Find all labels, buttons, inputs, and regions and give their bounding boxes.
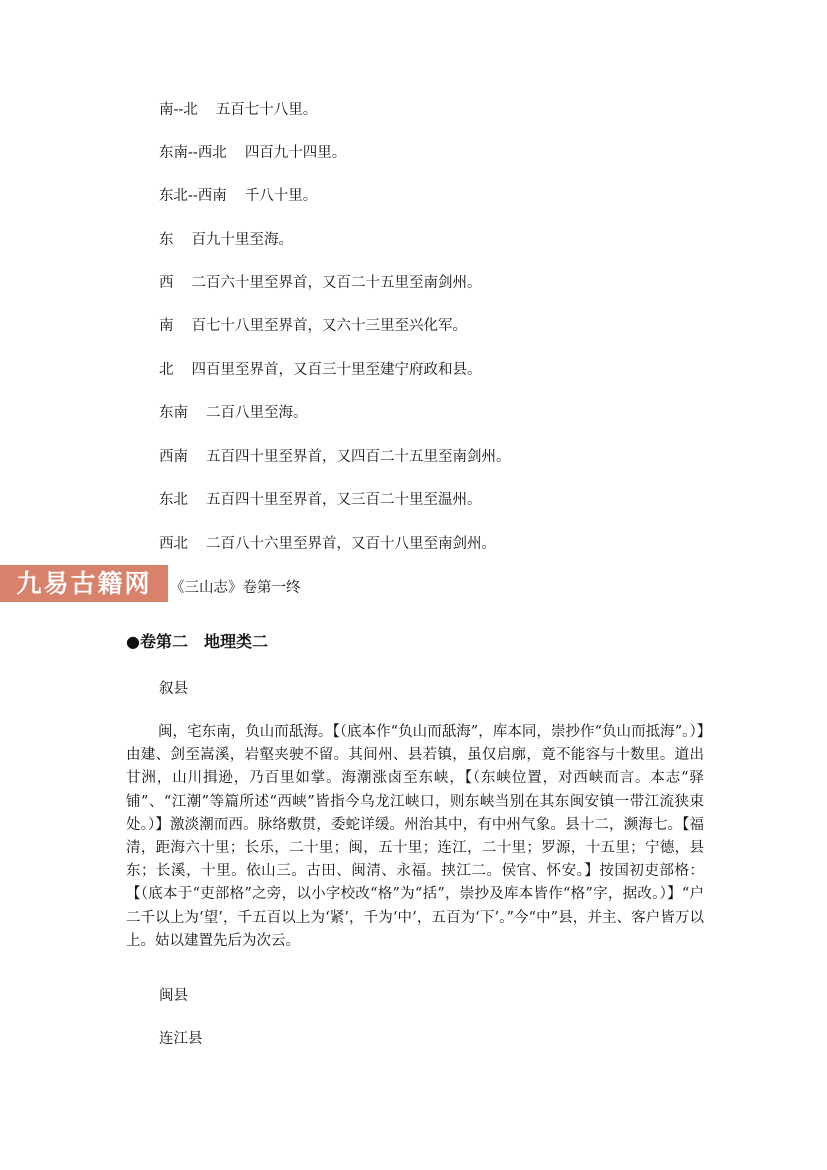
distance-line-7 [159,360,482,380]
distance-line-8 [159,403,308,423]
direction-label: 西北 [159,536,188,552]
direction-label: 东 [159,232,174,248]
distance-text: 二百八十六里至界首，又百十八里至南剑州。 [206,536,496,552]
direction-label: 西南 [159,449,188,465]
direction-label: 北 [159,362,174,378]
direction-label: 东南--西北 [159,145,227,161]
county-heading-lianjiang: 连江县 [159,1031,203,1047]
direction-label: 东南 [159,405,188,421]
distance-text: 五百四十里至界首，又三百二十里至温州。 [206,492,482,508]
distance-line-3 [159,186,317,206]
distance-line-11 [159,534,496,554]
direction-label: 西 [159,275,174,291]
distance-line-2 [159,143,346,163]
distance-text: 百九十里至海。 [191,232,293,248]
chapter-heading: ●卷第二 地理类二 [126,632,268,651]
distance-text: 五百七十八里。 [215,102,318,118]
distance-text: 四百九十四里。 [244,145,347,161]
distance-line-5 [159,273,482,293]
site-watermark-logo: 九易古籍网 [0,565,168,602]
distance-line-6 [159,316,467,336]
direction-label: 南 [159,318,174,334]
section-title: 叙县 [159,681,188,697]
county-heading-min: 闽县 [159,988,188,1004]
distance-text: 二百六十里至界首，又百二十五里至南剑州。 [191,275,482,291]
distance-line-9 [159,447,511,467]
distance-text: 二百八里至海。 [206,405,308,421]
direction-label: 南--北 [159,102,198,118]
distance-line-4 [159,230,293,250]
distance-text: 四百里至界首，又百三十里至建宁府政和县。 [191,362,482,378]
distance-text: 五百四十里至界首，又四百二十五里至南剑州。 [206,449,511,465]
body-paragraph: 闽，宅东南，负山而舐海。【（底本作“负山而舐海”，库本同，崇抄作“负山而抵海”。）】由建、剑至嵩溪，岩壑夹驶不留。其间州、县若镇，虽仅启廓，竟不能容与十数里。道出甘洲，山川揖逊，乃百里如掌。海潮涨卤至东峡，【（东峡位置，对西峡而言。本志“驿铺”、“江潮”等篇所述“西峡”皆指今乌龙江峡口，则东峡当别在其东闽安镇一带江流狭束处。）】激淡潮而西。脉络敷贯，委蛇详缓。州治其中，有中州气象。县十二，濒海七。【福清，距海六十里；长乐，二十里；闽，五十里；连江，二十里；罗源，十五里；宁德，县东；长溪，十里。依山三。古田、闽清、永福。挟江二。侯官、怀安。】按国初吏部格：【（底本于“吏部格”之旁，以小字校改“格”为“括”，崇抄及库本皆作“格”字，据改。）】“户二千以上为‘望’，千五百以上为‘紧’，千为‘中’，五百为‘下’。”今“中”县，并主、客户皆万以上。姑以建置先后为次云。 [126,724,704,949]
distance-text: 百七十八里至界首，又六十三里至兴化军。 [191,318,467,334]
distance-line-1 [159,100,317,120]
direction-label: 东北 [159,492,188,508]
direction-label: 东北--西南 [159,188,227,204]
distance-text: 千八十里。 [244,188,318,204]
distance-line-10 [159,490,482,510]
volume-end-note: 《三山志》卷第一终 [170,580,301,596]
